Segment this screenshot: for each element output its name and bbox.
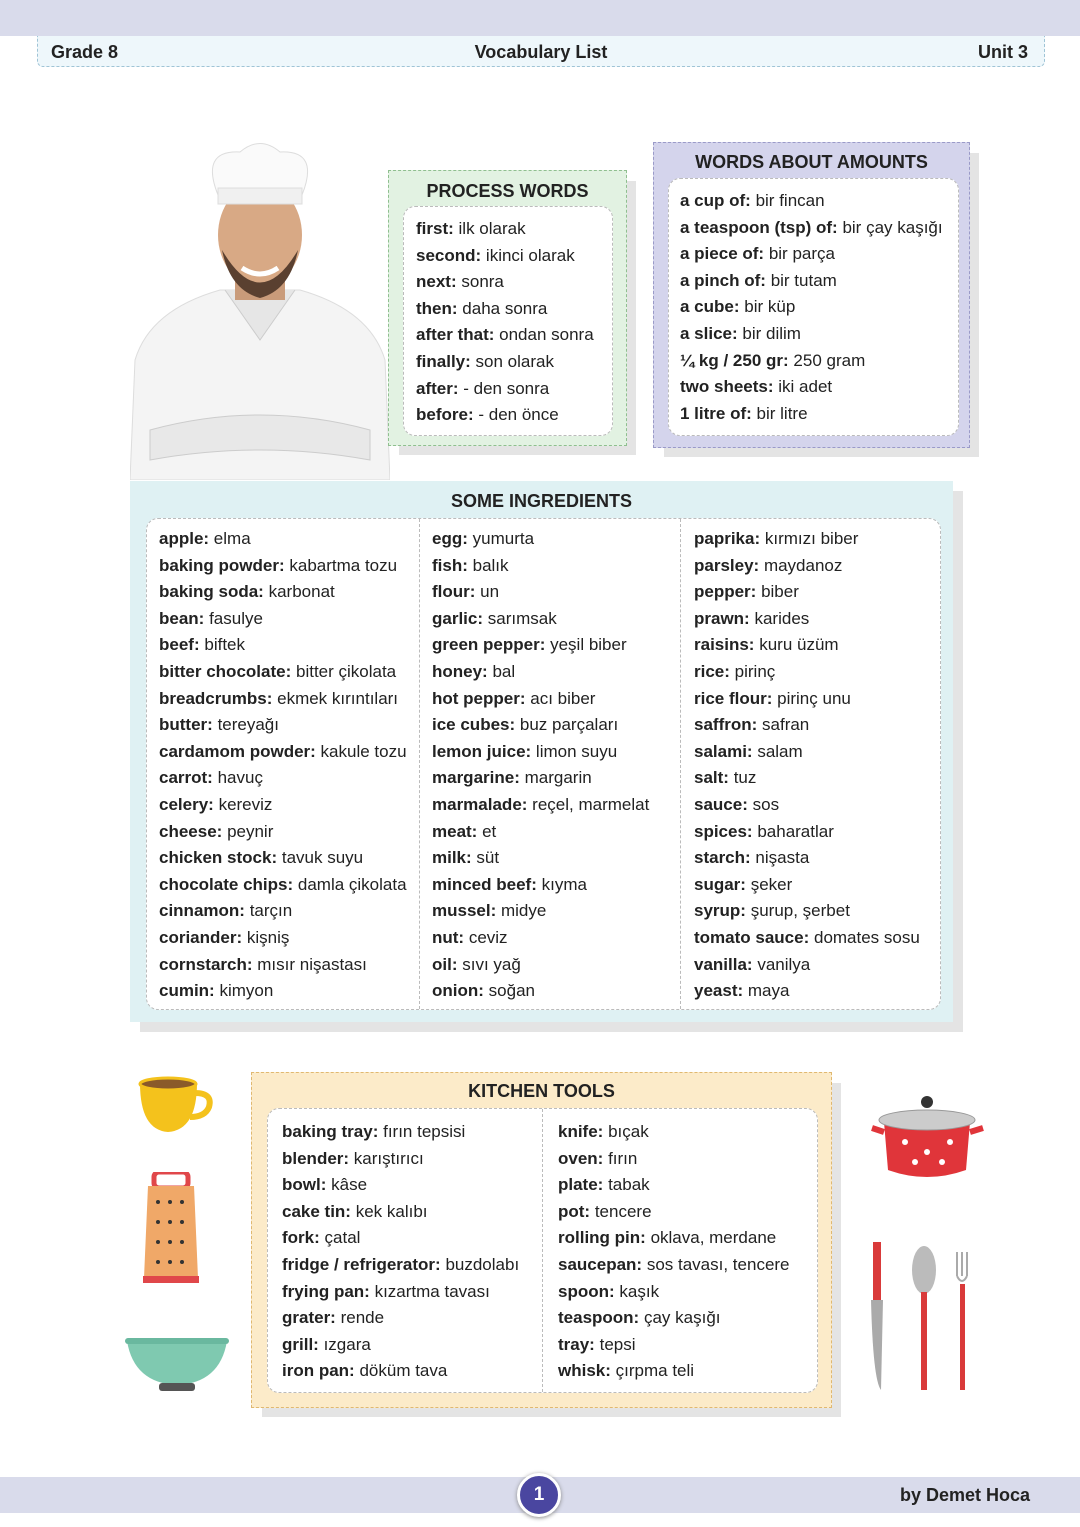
translation: safran bbox=[762, 715, 810, 735]
term: 1 litre of: bbox=[680, 403, 752, 423]
colander-icon bbox=[125, 1335, 229, 1395]
vocab-entry bbox=[159, 635, 245, 655]
grater-icon bbox=[140, 1172, 202, 1285]
term: saffron: bbox=[694, 715, 758, 735]
term: second: bbox=[416, 245, 482, 265]
term: starch: bbox=[694, 848, 751, 868]
translation: tavuk suyu bbox=[281, 848, 364, 868]
translation: biftek bbox=[204, 635, 245, 655]
translation: pirinç unu bbox=[777, 688, 851, 708]
translation: kişniş bbox=[246, 928, 290, 947]
term: meat: bbox=[432, 821, 478, 841]
term: oven: bbox=[558, 1148, 604, 1168]
vocab-entry bbox=[416, 405, 559, 425]
translation: buz parçaları bbox=[519, 715, 619, 735]
term: honey: bbox=[432, 662, 488, 681]
term: salami: bbox=[694, 741, 753, 761]
translation: damla çikolata bbox=[297, 874, 407, 894]
unit-label: Unit 3 bbox=[977, 42, 1028, 62]
vocab-entry bbox=[282, 1361, 447, 1381]
vocab-entry bbox=[432, 556, 509, 576]
term: bean: bbox=[159, 608, 205, 628]
term: cake tin: bbox=[282, 1201, 351, 1221]
term: carrot: bbox=[159, 768, 213, 788]
term: onion: bbox=[432, 981, 484, 1001]
term: milk: bbox=[432, 848, 472, 868]
translation: fasulye bbox=[209, 608, 263, 628]
term: vanilla: bbox=[694, 954, 753, 974]
term: syrup: bbox=[694, 901, 746, 921]
translation: buzdolabı bbox=[445, 1255, 520, 1274]
translation: karıştırıcı bbox=[353, 1148, 424, 1168]
vocab-entry bbox=[680, 324, 801, 344]
term: plate: bbox=[558, 1175, 604, 1195]
translation: yumurta bbox=[472, 529, 535, 548]
term: cumin: bbox=[159, 981, 215, 1001]
term: before: bbox=[416, 405, 474, 425]
vocab-entry bbox=[694, 582, 799, 602]
term: lemon juice: bbox=[432, 741, 532, 761]
term: chicken stock: bbox=[159, 848, 278, 868]
term: butter: bbox=[159, 715, 213, 735]
vocab-entry bbox=[159, 582, 335, 602]
chef-image bbox=[130, 140, 390, 480]
translation: kabartma tozu bbox=[289, 555, 398, 575]
vocab-entry bbox=[432, 822, 496, 842]
vocab-entry bbox=[558, 1255, 790, 1275]
vocab-entry bbox=[416, 352, 554, 372]
vocab-entry bbox=[416, 299, 547, 319]
term: spoon: bbox=[558, 1281, 615, 1301]
translation: fırın bbox=[608, 1148, 638, 1168]
term: salt: bbox=[694, 768, 729, 788]
vocab-entry bbox=[432, 715, 618, 735]
translation: maydanoz bbox=[763, 555, 843, 575]
translation: çırpma teli bbox=[615, 1361, 695, 1381]
term: a cube: bbox=[680, 297, 740, 317]
vocab-entry bbox=[159, 822, 273, 842]
vocab-entry bbox=[694, 768, 756, 788]
vocab-entry bbox=[282, 1149, 424, 1169]
translation: süt bbox=[476, 848, 500, 868]
vocab-entry bbox=[416, 325, 594, 345]
term: flour: bbox=[432, 582, 476, 602]
term: baking powder: bbox=[159, 555, 285, 575]
vocab-entry bbox=[432, 875, 587, 895]
translation: kâse bbox=[331, 1175, 368, 1195]
vocab-entry bbox=[432, 928, 508, 948]
cutlery-icon bbox=[865, 1240, 980, 1395]
term: fork: bbox=[282, 1228, 320, 1248]
term: first: bbox=[416, 219, 454, 238]
vocab-entry bbox=[680, 271, 837, 291]
translation: kimyon bbox=[219, 981, 274, 1001]
term: nut: bbox=[432, 928, 465, 947]
translation: ızgara bbox=[323, 1334, 371, 1354]
translation: döküm tava bbox=[359, 1361, 448, 1381]
translation: elma bbox=[213, 529, 251, 548]
vocab-entry bbox=[558, 1282, 659, 1302]
translation: bitter çikolata bbox=[295, 662, 397, 681]
kitchen-tools-title: KITCHEN TOOLS bbox=[468, 1081, 615, 1101]
vocab-entry bbox=[416, 272, 504, 292]
translation: karides bbox=[754, 608, 810, 628]
translation: çatal bbox=[324, 1228, 361, 1248]
term: sauce: bbox=[694, 795, 748, 814]
term: next: bbox=[416, 272, 457, 292]
translation: ikinci olarak bbox=[485, 245, 575, 265]
vocab-entry bbox=[558, 1308, 721, 1328]
translation: fırın tepsisi bbox=[383, 1122, 466, 1141]
translation: sonra bbox=[461, 272, 504, 292]
vocab-entry bbox=[680, 377, 832, 397]
vocab-entry bbox=[432, 609, 557, 629]
term: rice: bbox=[694, 662, 730, 681]
translation: ondan sonra bbox=[499, 325, 594, 345]
translation: maya bbox=[747, 981, 790, 1001]
term: yeast: bbox=[694, 981, 744, 1001]
term: tray: bbox=[558, 1334, 595, 1354]
vocab-entry bbox=[159, 689, 398, 709]
page-header bbox=[37, 36, 1045, 67]
term: rolling pin: bbox=[558, 1228, 646, 1248]
vocab-entry bbox=[282, 1282, 490, 1302]
translation: bal bbox=[492, 662, 516, 681]
translation: balık bbox=[472, 555, 509, 575]
term: a pinch of: bbox=[680, 270, 766, 290]
term: a piece of: bbox=[680, 244, 765, 264]
translation: havuç bbox=[217, 768, 263, 788]
vocab-entry bbox=[432, 795, 649, 815]
translation: bir tutam bbox=[770, 270, 837, 290]
translation: çay kaşığı bbox=[643, 1308, 721, 1328]
term: cheese: bbox=[159, 821, 223, 841]
vocab-entry bbox=[416, 379, 549, 399]
vocab-entry bbox=[694, 981, 789, 1001]
term: teaspoon: bbox=[558, 1308, 640, 1328]
term: beef: bbox=[159, 635, 200, 655]
vocab-entry bbox=[432, 768, 592, 788]
translation: reçel, marmelat bbox=[532, 795, 650, 814]
vocab-entry bbox=[694, 901, 850, 921]
vocab-entry bbox=[159, 768, 263, 788]
translation: sos bbox=[752, 795, 780, 814]
translation: sarımsak bbox=[487, 608, 557, 628]
translation: bir fincan bbox=[755, 191, 825, 210]
term: a teaspoon (tsp) of: bbox=[680, 217, 838, 237]
vocab-entry bbox=[694, 822, 834, 842]
term: fish: bbox=[432, 555, 468, 575]
term: a slice: bbox=[680, 324, 738, 343]
translation: limon suyu bbox=[535, 741, 618, 761]
vocab-entry bbox=[680, 351, 865, 371]
vocab-entry bbox=[694, 556, 842, 576]
vocab-entry bbox=[558, 1335, 636, 1355]
translation: tepsi bbox=[599, 1334, 636, 1354]
vocab-entry bbox=[680, 218, 943, 238]
vocab-entry bbox=[694, 795, 779, 815]
translation: - den önce bbox=[478, 405, 559, 425]
term: coriander: bbox=[159, 928, 243, 947]
translation: bir dilim bbox=[742, 324, 801, 343]
term: after: bbox=[416, 378, 459, 398]
translation: acı biber bbox=[530, 688, 596, 708]
amounts-box bbox=[653, 142, 970, 448]
term: minced beef: bbox=[432, 874, 537, 894]
vocab-entry bbox=[694, 928, 920, 948]
term: baking tray: bbox=[282, 1122, 379, 1141]
translation: şeker bbox=[750, 874, 793, 894]
kitchen-tools-box bbox=[251, 1072, 832, 1408]
term: oil: bbox=[432, 954, 458, 974]
term: bowl: bbox=[282, 1175, 327, 1195]
translation: tuz bbox=[733, 768, 757, 788]
term: knife: bbox=[558, 1122, 604, 1141]
vocab-entry bbox=[694, 875, 792, 895]
term: green pepper: bbox=[432, 635, 546, 655]
term: fridge / refrigerator: bbox=[282, 1255, 441, 1274]
translation: baharatlar bbox=[757, 821, 834, 841]
vocab-entry bbox=[432, 848, 499, 868]
vocab-entry bbox=[159, 795, 272, 815]
vocab-entry bbox=[159, 981, 273, 1001]
vocab-entry bbox=[282, 1122, 465, 1142]
term: then: bbox=[416, 298, 458, 318]
vocab-entry bbox=[558, 1122, 649, 1142]
top-band bbox=[0, 0, 1080, 36]
vocab-entry bbox=[159, 556, 397, 576]
vocab-entry bbox=[558, 1361, 694, 1381]
vocab-entry bbox=[282, 1175, 367, 1195]
vocab-entry bbox=[159, 901, 292, 921]
translation: karbonat bbox=[268, 582, 335, 602]
vocab-entry bbox=[282, 1202, 428, 1222]
vocab-entry bbox=[159, 928, 289, 948]
translation: tabak bbox=[608, 1175, 650, 1195]
pot-icon bbox=[870, 1092, 985, 1184]
translation: yeşil biber bbox=[550, 635, 627, 655]
author-credit: by Demet Hoca bbox=[899, 1485, 1030, 1505]
vocab-entry bbox=[432, 955, 521, 975]
translation: soğan bbox=[488, 981, 535, 1001]
vocab-entry bbox=[558, 1175, 650, 1195]
translation: kıyma bbox=[541, 874, 587, 894]
term: egg: bbox=[432, 529, 468, 548]
cup-icon bbox=[135, 1075, 217, 1137]
vocab-entry bbox=[694, 848, 809, 868]
translation: kek kalıbı bbox=[355, 1201, 428, 1221]
amounts-title: WORDS ABOUT AMOUNTS bbox=[695, 152, 928, 172]
translation: - den sonra bbox=[463, 378, 550, 398]
term: finally: bbox=[416, 352, 471, 371]
translation: sıvı yağ bbox=[462, 954, 521, 974]
translation: rende bbox=[340, 1308, 385, 1328]
translation: bir litre bbox=[756, 403, 808, 423]
term: mussel: bbox=[432, 901, 497, 921]
translation: ekmek kırıntıları bbox=[277, 688, 399, 708]
translation: kuru üzüm bbox=[759, 635, 839, 655]
term: iron pan: bbox=[282, 1361, 355, 1381]
term: paprika: bbox=[694, 529, 761, 548]
term: pepper: bbox=[694, 582, 757, 602]
vocab-entry bbox=[694, 689, 851, 709]
vocab-entry bbox=[159, 848, 363, 868]
vocab-entry bbox=[432, 662, 515, 682]
vocab-entry bbox=[432, 529, 534, 549]
vocab-entry bbox=[680, 191, 825, 211]
vocab-entry bbox=[694, 609, 809, 629]
vocab-entry bbox=[694, 715, 809, 735]
translation: margarin bbox=[524, 768, 592, 788]
translation: salam bbox=[757, 741, 803, 761]
translation: et bbox=[482, 821, 497, 841]
translation: un bbox=[480, 582, 500, 602]
vocab-entry bbox=[416, 246, 575, 266]
vocab-entry bbox=[694, 955, 810, 975]
page-number: 1 bbox=[517, 1473, 561, 1517]
vocab-entry bbox=[159, 875, 407, 895]
vocab-entry bbox=[159, 662, 396, 682]
translation: bir küp bbox=[744, 297, 796, 317]
term: chocolate chips: bbox=[159, 874, 294, 894]
translation: midye bbox=[500, 901, 547, 921]
term: cinnamon: bbox=[159, 901, 245, 921]
translation: tarçın bbox=[249, 901, 293, 921]
translation: kaşık bbox=[619, 1281, 660, 1301]
term: pot: bbox=[558, 1201, 591, 1221]
translation: 250 gram bbox=[793, 350, 866, 370]
translation: son olarak bbox=[475, 352, 554, 371]
translation: nişasta bbox=[755, 848, 810, 868]
translation: bir parça bbox=[768, 244, 835, 264]
vocab-entry bbox=[694, 742, 803, 762]
term: bitter chocolate: bbox=[159, 662, 292, 681]
translation: mısır nişastası bbox=[257, 954, 367, 974]
term: whisk: bbox=[558, 1361, 611, 1381]
term: rice flour: bbox=[694, 688, 773, 708]
term: after that: bbox=[416, 325, 495, 345]
vocab-entry bbox=[432, 742, 617, 762]
vocab-entry bbox=[432, 901, 546, 921]
vocab-entry bbox=[694, 529, 858, 549]
term: blender: bbox=[282, 1148, 350, 1168]
translation: iki adet bbox=[778, 377, 833, 397]
vocab-entry bbox=[558, 1228, 776, 1248]
grade-label: Grade 8 bbox=[51, 42, 119, 62]
translation: kızartma tavası bbox=[374, 1281, 490, 1301]
term: a cup of: bbox=[680, 191, 751, 210]
vocab-entry bbox=[159, 609, 263, 629]
translation: sos tavası, tencere bbox=[646, 1255, 790, 1274]
translation: daha sonra bbox=[462, 298, 548, 318]
term: margarine: bbox=[432, 768, 520, 788]
term: celery: bbox=[159, 795, 214, 814]
term: two sheets: bbox=[680, 377, 774, 397]
process-words-box bbox=[388, 170, 627, 446]
vocab-entry bbox=[432, 981, 535, 1001]
translation: tereyağı bbox=[217, 715, 279, 735]
vocab-entry bbox=[159, 715, 279, 735]
translation: kakule tozu bbox=[320, 741, 407, 761]
vocab-entry bbox=[680, 404, 808, 424]
vocab-entry bbox=[416, 219, 526, 239]
term: spices: bbox=[694, 821, 753, 841]
vocab-entry bbox=[680, 244, 835, 264]
translation: kereviz bbox=[218, 795, 273, 814]
term: cornstarch: bbox=[159, 954, 253, 974]
ingredients-title: SOME INGREDIENTS bbox=[450, 491, 633, 511]
translation: şurup, şerbet bbox=[750, 901, 850, 921]
term: garlic: bbox=[432, 608, 484, 628]
translation: peynir bbox=[227, 821, 274, 841]
vocab-entry bbox=[694, 662, 775, 682]
translation: ceviz bbox=[468, 928, 508, 947]
translation: vanilya bbox=[757, 954, 811, 974]
term: apple: bbox=[159, 529, 210, 548]
vocab-entry bbox=[282, 1335, 371, 1355]
translation: bıçak bbox=[608, 1122, 649, 1141]
term: saucepan: bbox=[558, 1255, 643, 1274]
term: sugar: bbox=[694, 874, 746, 894]
vocab-entry bbox=[694, 635, 839, 655]
vocab-entry bbox=[282, 1228, 360, 1248]
translation: pirinç bbox=[734, 662, 776, 681]
translation: biber bbox=[761, 582, 799, 602]
term: parsley: bbox=[694, 555, 760, 575]
vocab-entry bbox=[282, 1255, 519, 1275]
term: tomato sauce: bbox=[694, 928, 810, 947]
term: prawn: bbox=[694, 608, 750, 628]
term: frying pan: bbox=[282, 1281, 370, 1301]
term: marmalade: bbox=[432, 795, 528, 814]
vocab-entry bbox=[558, 1149, 637, 1169]
vocab-entry bbox=[432, 635, 627, 655]
page-title: Vocabulary List bbox=[474, 42, 608, 62]
translation: domates sosu bbox=[813, 928, 920, 947]
translation: ilk olarak bbox=[458, 219, 526, 238]
term: baking soda: bbox=[159, 582, 264, 602]
vocab-entry bbox=[159, 742, 407, 762]
translation: tencere bbox=[594, 1201, 652, 1221]
translation: oklava, merdane bbox=[650, 1228, 777, 1248]
term: hot pepper: bbox=[432, 688, 526, 708]
term: cardamom powder: bbox=[159, 741, 316, 761]
vocab-entry bbox=[282, 1308, 384, 1328]
term: grater: bbox=[282, 1308, 336, 1328]
translation: bir çay kaşığı bbox=[842, 217, 943, 237]
vocab-entry bbox=[558, 1202, 652, 1222]
ingredients-box bbox=[130, 481, 953, 1022]
term: ice cubes: bbox=[432, 715, 516, 735]
vocab-entry bbox=[159, 955, 367, 975]
process-words-title: PROCESS WORDS bbox=[426, 181, 589, 201]
term: ¼ kg / 250 gr: bbox=[680, 350, 789, 370]
term: raisins: bbox=[694, 635, 755, 655]
vocab-entry bbox=[680, 297, 795, 317]
vocab-entry bbox=[159, 529, 251, 549]
term: breadcrumbs: bbox=[159, 688, 273, 708]
translation: kırmızı biber bbox=[764, 529, 859, 548]
vocab-entry bbox=[432, 582, 499, 602]
term: grill: bbox=[282, 1334, 319, 1354]
vocab-entry bbox=[432, 689, 595, 709]
